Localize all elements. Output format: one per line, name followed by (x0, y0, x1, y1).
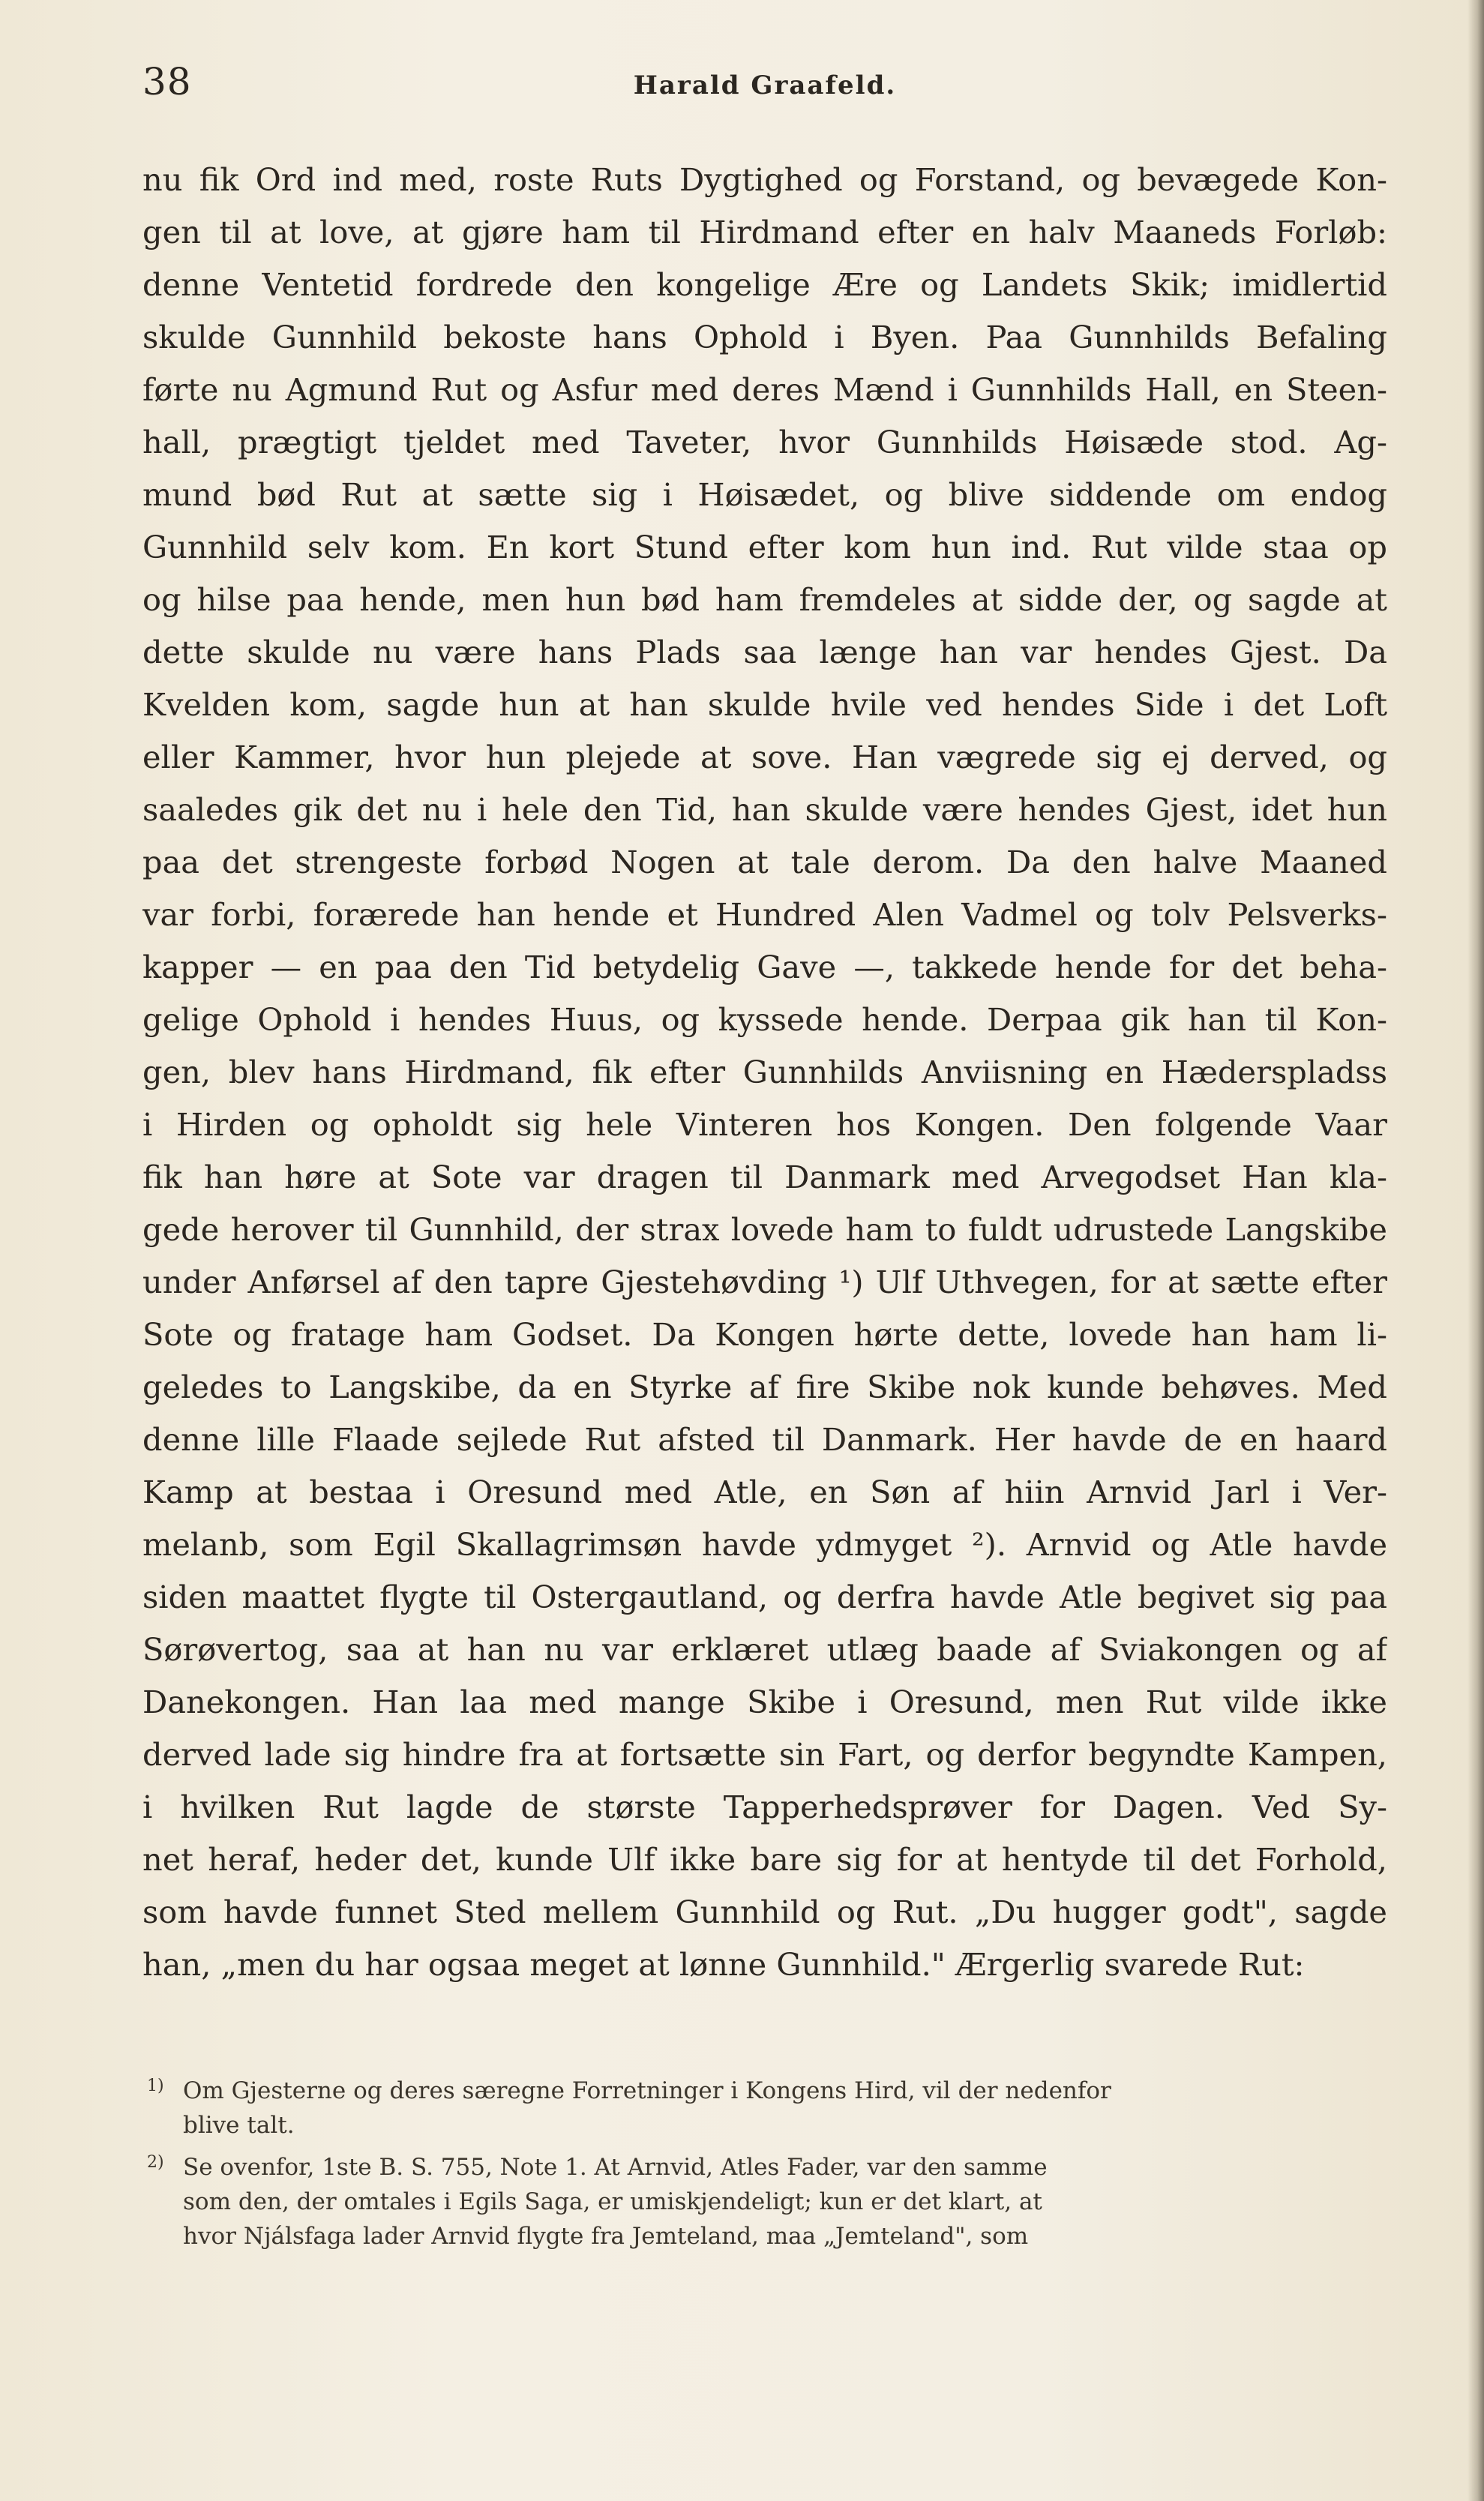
text-line: eller Kammer, hvor hun plejede at sove. Han vægrede sig ej derved, og (142, 739, 1387, 775)
body-text (142, 154, 1387, 1991)
footnote-line: som den, der omtales i Egils Saga, er umiskjendeligt; kun er det klart, at (183, 2188, 1042, 2215)
footnote (142, 2150, 1387, 2254)
text-line: denne Ventetid fordrede den kongelige Ære og Landets Skik; imidlertid (142, 266, 1387, 303)
text-line: siden maattet flygte til Ostergautland, og derfra havde Atle begivet sig paa (142, 1579, 1387, 1615)
text-line: skulde Gunnhild bekoste hans Ophold i Byen. Paa Gunnhilds Befaling (142, 319, 1387, 355)
text-line: Danekongen. Han laa med mange Skibe i Oresund, men Rut vilde ikke (142, 1684, 1387, 1720)
text-line: dette skulde nu være hans Plads saa længe han var hendes Gjest. Da (142, 634, 1387, 670)
text-line: fik han høre at Sote var dragen til Danmark med Arvegodset Han kla- (142, 1159, 1387, 1195)
footnote-marker: 1) (147, 2077, 164, 2095)
text-line: net heraf, heder det, kunde Ulf ikke bare sig for at hentyde til det Forhold, (142, 1841, 1387, 1878)
text-line: førte nu Agmund Rut og Asfur med deres Mænd i Gunnhilds Hall, en Steen- (142, 371, 1387, 408)
text-line: i hvilken Rut lagde de største Tapperhedsprøver for Dagen. Ved Sy- (142, 1789, 1387, 1825)
text-line: Sørøvertog, saa at han nu var erklæret utlæg baade af Sviakongen og af (142, 1631, 1387, 1668)
page-edge-shadow (1468, 0, 1484, 2501)
text-line: Sote og fratage ham Godset. Da Kongen hørte dette, lovede han ham li- (142, 1316, 1387, 1353)
footnote-line: Om Gjesterne og deres særegne Forretninger i Kongens Hird, vil der nedenfor (183, 2077, 1111, 2104)
text-line: gede herover til Gunnhild, der strax lovede ham to fuldt udrustede Langskibe (142, 1211, 1387, 1248)
text-line: hall, prægtigt tjeldet med Taveter, hvor Gunnhilds Høisæde stod. Ag- (142, 424, 1387, 460)
text-line: gen, blev hans Hirdmand, fik efter Gunnhilds Anviisning en Hæderspladss (142, 1054, 1387, 1090)
page-number: 38 (142, 60, 192, 103)
text-line: Kamp at bestaa i Oresund med Atle, en Søn af hiin Arnvid Jarl i Ver- (142, 1474, 1387, 1510)
text-line: gelige Ophold i hendes Huus, og kyssede hende. Derpaa gik han til Kon- (142, 1001, 1387, 1038)
running-head: Harald Graafeld. (633, 70, 897, 100)
text-line: melanb, som Egil Skallagrimsøn havde ydmyget ²). Arnvid og Atle havde (142, 1526, 1387, 1563)
text-line: han, „men du har ogsaa meget at lønne Gunnhild." Ærgerlig svarede Rut: (142, 1946, 1305, 1983)
text-line: geledes to Langskibe, da en Styrke af fire Skibe nok kunde behøves. Med (142, 1369, 1387, 1405)
footnotes (142, 2074, 1387, 2261)
text-line: som havde funnet Sted mellem Gunnhild og Rut. „Du hugger godt", sagde (142, 1894, 1387, 1930)
text-line: derved lade sig hindre fra at fortsætte sin Fart, og derfor begyndte Kampen, (142, 1736, 1387, 1773)
text-line: under Anførsel af den tapre Gjestehøvding ¹) Ulf Uthvegen, for at sætte efter (142, 1264, 1387, 1300)
text-line: gen til at love, at gjøre ham til Hirdmand efter en halv Maaneds Forløb: (142, 214, 1387, 250)
page-header (142, 60, 1387, 112)
footnote-line: blive talt. (183, 2112, 295, 2139)
text-line: nu fik Ord ind med, roste Ruts Dygtighed og Forstand, og bevægede Kon- (142, 161, 1387, 198)
text-line: var forbi, forærede han hende et Hundred Alen Vadmel og tolv Pelsverks- (142, 896, 1387, 933)
text-line: og hilse paa hende, men hun bød ham fremdeles at sidde der, og sagde at (142, 581, 1387, 618)
footnote (142, 2074, 1387, 2143)
text-line: Gunnhild selv kom. En kort Stund efter kom hun ind. Rut vilde staa op (142, 529, 1387, 565)
text-line: paa det strengeste forbød Nogen at tale derom. Da den halve Maaned (142, 844, 1387, 880)
text-line: Kvelden kom, sagde hun at han skulde hvile ved hendes Side i det Loft (142, 686, 1387, 723)
footnote-line: Se ovenfor, 1ste B. S. 755, Note 1. At Arnvid, Atles Fader, var den samme (183, 2154, 1048, 2181)
text-line: denne lille Flaade sejlede Rut afsted til Danmark. Her havde de en haard (142, 1421, 1387, 1458)
text-line: mund bød Rut at sætte sig i Høisædet, og blive siddende om endog (142, 476, 1387, 513)
footnote-marker: 2) (147, 2153, 164, 2172)
text-line: saaledes gik det nu i hele den Tid, han skulde være hendes Gjest, idet hun (142, 791, 1387, 828)
text-line: kapper — en paa den Tid betydelig Gave —, takkede hende for det beha- (142, 949, 1387, 985)
footnote-line: hvor Njálsfaga lader Arnvid flygte fra Jemteland, maa „Jemteland", som (183, 2223, 1029, 2250)
text-line: i Hirden og opholdt sig hele Vinteren hos Kongen. Den folgende Vaar (142, 1106, 1387, 1143)
